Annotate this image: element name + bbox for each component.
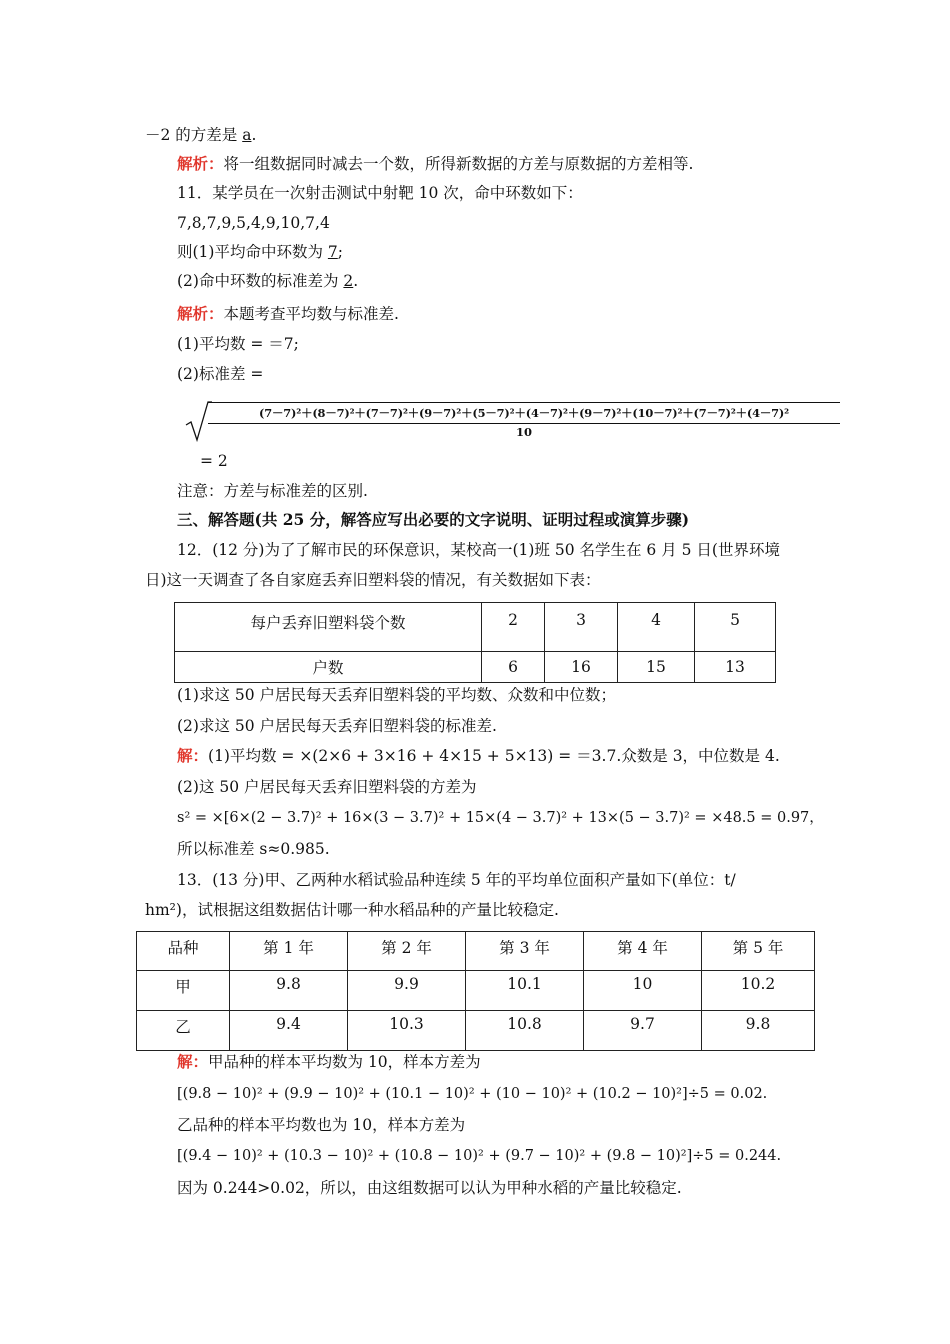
table-cell: 乙 xyxy=(137,1011,230,1051)
text-line: = 2 xyxy=(200,452,228,470)
formula-numerator: (7－7)²＋(8－7)²＋(7－7)²＋(9－7)²＋(5－7)²＋(4－7)²＋(9－7)²＋(10－7)²＋(7－7)²＋(4－7)² xyxy=(258,406,790,420)
analysis-label: 解析： xyxy=(177,154,224,173)
table-cell: 9.4 xyxy=(230,1011,348,1051)
question-12-cont: 日)这一天调查了各自家庭丢弃旧塑料袋的情况，有关数据如下表： xyxy=(145,571,601,589)
table-cell: 甲 xyxy=(137,971,230,1011)
data-table-1 xyxy=(174,602,776,683)
table-cell: 户数 xyxy=(175,652,482,683)
table-row xyxy=(137,971,815,1011)
table-cell: 第 2 年 xyxy=(348,932,466,971)
text: . xyxy=(353,272,359,290)
solution-label: 解： xyxy=(177,746,209,765)
text: ; xyxy=(337,243,343,261)
table-cell: 6 xyxy=(482,652,545,683)
table-row xyxy=(137,1011,815,1051)
table-cell: 9.8 xyxy=(230,971,348,1011)
answer-underlined: 2 xyxy=(343,272,354,290)
answer-underlined: 7 xyxy=(327,243,338,261)
solution-label: 解： xyxy=(177,1052,209,1071)
question-13-cont: hm²)，试根据这组数据估计哪一种水稻品种的产量比较稳定. xyxy=(145,901,559,919)
table-cell: 10.3 xyxy=(348,1011,466,1051)
text-line: (2)标准差 = xyxy=(177,365,264,383)
solution-text: (1)平均数 = ×(2×6 + 3×16 + 4×15 + 5×13) = ＝3.7.众数是 3，中位数是 4. xyxy=(208,747,780,765)
table-cell: 2 xyxy=(482,603,545,652)
text-line xyxy=(145,125,256,145)
table-cell: 9.7 xyxy=(584,1011,702,1051)
table-cell: 第 1 年 xyxy=(230,932,348,971)
data-table-2 xyxy=(136,931,815,1051)
question-13: 13．(13 分)甲、乙两种水稻试验品种连续 5 年的平均单位面积产量如下(单位：t/ xyxy=(177,871,736,889)
text-line: (2)这 50 户居民每天丢弃旧塑料袋的方差为 xyxy=(177,778,477,796)
table-cell: 9.9 xyxy=(348,971,466,1011)
formula-line: [(9.8 − 10)² + (9.9 − 10)² + (10.1 − 10)² + (10 − 10)² + (10.2 − 10)²]÷5 = 0.02. xyxy=(177,1086,768,1102)
table-cell: 4 xyxy=(618,603,695,652)
data-list: 7,8,7,9,5,4,9,10,7,4 xyxy=(177,214,330,232)
solution-line xyxy=(177,746,780,766)
question-11: 11．某学员在一次射击测试中射靶 10 次，命中环数如下： xyxy=(177,184,583,202)
table-row xyxy=(137,932,815,971)
text: . xyxy=(251,126,257,144)
table-cell: 13 xyxy=(695,652,776,683)
table-cell: 第 4 年 xyxy=(584,932,702,971)
text-line: (1)平均数 = ＝7; xyxy=(177,335,299,353)
table-cell: 第 5 年 xyxy=(702,932,815,971)
table-cell: 10.1 xyxy=(466,971,584,1011)
table-cell: 9.8 xyxy=(702,1011,815,1051)
analysis-text: 本题考查平均数与标准差. xyxy=(223,305,399,323)
answer-line xyxy=(177,242,343,262)
answer-underlined: a xyxy=(242,126,252,144)
text: －2 的方差是 xyxy=(145,126,243,144)
text-line: 乙品种的样本平均数也为 10，样本方差为 xyxy=(177,1116,466,1134)
table-cell: 16 xyxy=(545,652,618,683)
text-line: (2)求这 50 户居民每天丢弃旧塑料袋的标准差. xyxy=(177,717,497,735)
answer-line xyxy=(177,271,358,291)
formula-denominator: 10 xyxy=(515,425,532,439)
formula-line: s² = ×[6×(2 − 3.7)² + 16×(3 − 3.7)² + 15×(4 − 3.7)² + 13×(5 − 3.7)² = ×48.5 = 0.97， xyxy=(177,810,824,826)
table-cell: 品种 xyxy=(137,932,230,971)
conclusion-line: 因为 0.244>0.02，所以，由这组数据可以认为甲种水稻的产量比较稳定. xyxy=(177,1179,682,1197)
question-12: 12．(12 分)为了了解市民的环保意识，某校高一(1)班 50 名学生在 6 月 5 日(世界环境 xyxy=(177,541,780,559)
table-cell: 10 xyxy=(584,971,702,1011)
text: 则(1)平均命中环数为 xyxy=(177,243,328,261)
section-heading: 三、解答题(共 25 分，解答应写出必要的文字说明、证明过程或演算步骤) xyxy=(177,510,690,529)
table-cell: 10.8 xyxy=(466,1011,584,1051)
fraction-bar xyxy=(208,423,840,424)
analysis-line xyxy=(177,154,693,174)
table-cell: 3 xyxy=(545,603,618,652)
table-cell: 5 xyxy=(695,603,776,652)
solution-line xyxy=(177,1052,481,1072)
text-line: 所以标准差 s≈0.985. xyxy=(177,840,330,858)
table-cell: 每户丢弃旧塑料袋个数 xyxy=(175,603,482,652)
solution-text: 甲品种的样本平均数为 10，样本方差为 xyxy=(208,1053,481,1071)
table-row xyxy=(175,652,776,683)
table-cell: 10.2 xyxy=(702,971,815,1011)
note-line: 注意：方差与标准差的区别. xyxy=(177,482,368,500)
sqrt-overline xyxy=(208,402,840,403)
analysis-text: 将一组数据同时减去一个数，所得新数据的方差与原数据的方差相等. xyxy=(223,155,694,173)
text: (2)命中环数的标准差为 xyxy=(177,272,344,290)
table-row xyxy=(175,603,776,652)
analysis-label: 解析： xyxy=(177,304,224,323)
analysis-line xyxy=(177,304,399,324)
table-cell: 第 3 年 xyxy=(466,932,584,971)
formula-line: [(9.4 − 10)² + (10.3 − 10)² + (10.8 − 10)² + (9.7 − 10)² + (9.8 − 10)²]÷5 = 0.244. xyxy=(177,1148,782,1164)
text-line: (1)求这 50 户居民每天丢弃旧塑料袋的平均数、众数和中位数； xyxy=(177,686,617,704)
table-cell: 15 xyxy=(618,652,695,683)
